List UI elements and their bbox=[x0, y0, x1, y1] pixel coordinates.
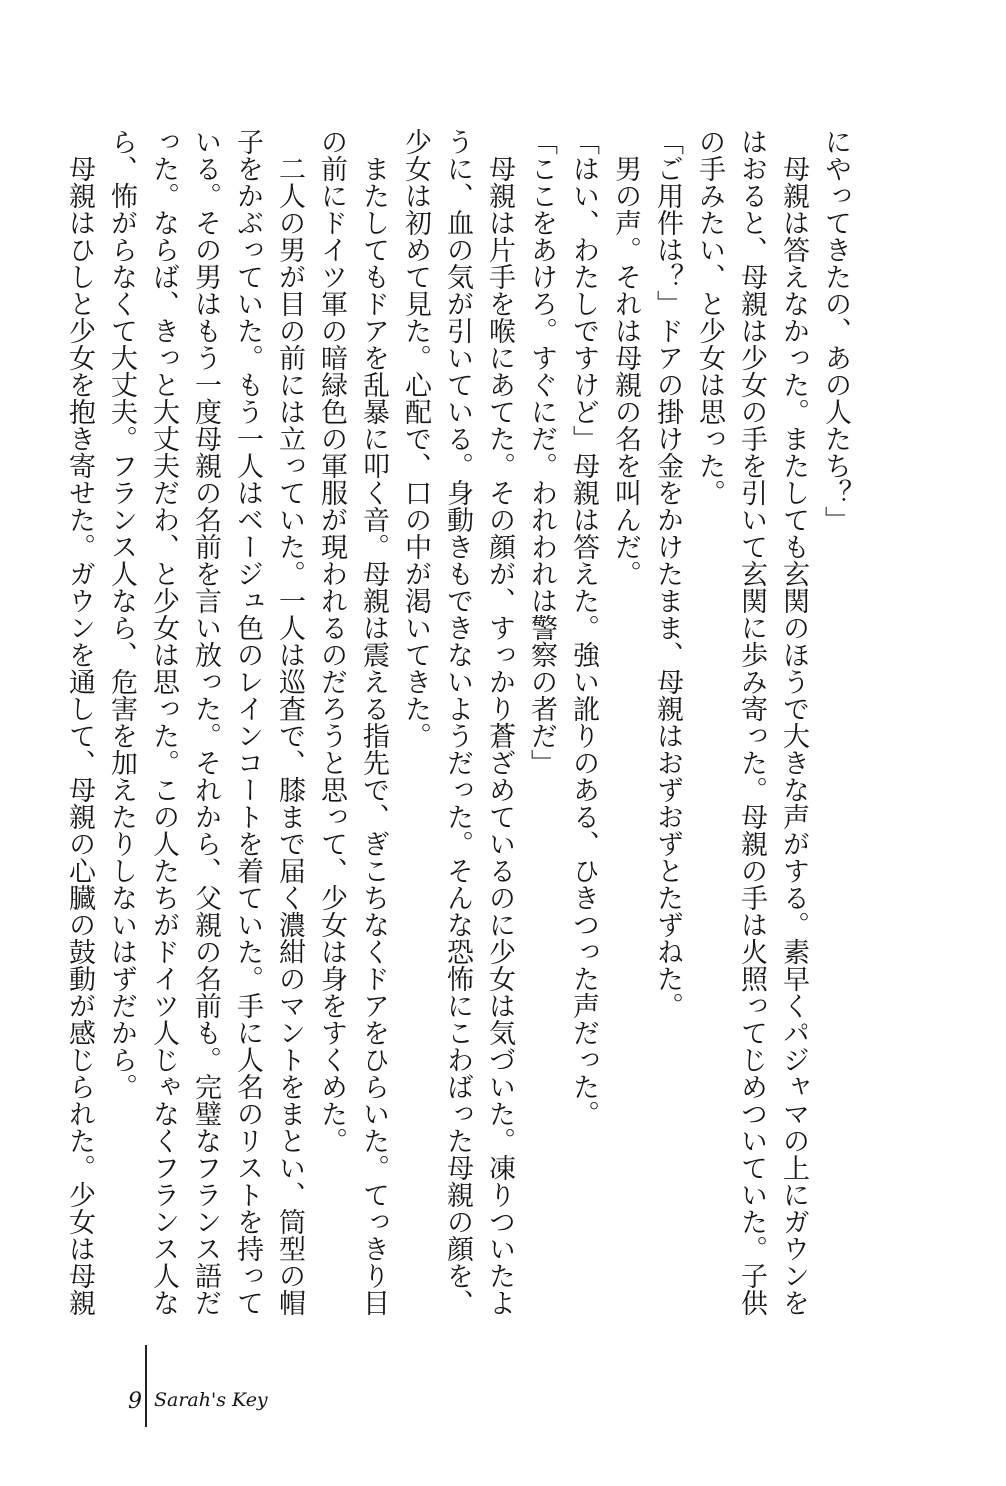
text-column: の前にドイツ軍の暗緑色の軍服が現われるのだろうと思って、少女は身をすくめた。 bbox=[316, 128, 347, 1154]
text-column: 母親は片手を喉にあてた。その顔が、すっかり蒼ざめているのに少女は気づいた。凍りついたよ bbox=[484, 128, 515, 1316]
text-column: 母親は答えなかった。またしても玄関のほうで大きな声がする。素早くパジャマの上にガウンを bbox=[778, 128, 809, 1316]
text-column: 男の声。それは母親の名を叫んだ。 bbox=[610, 128, 641, 587]
page-number: 9 bbox=[128, 1389, 142, 1414]
text-column: 子をかぶっていた。もう一人はベージュ色のレインコートを着ていた。手に人名のリストを持って bbox=[232, 128, 263, 1316]
text-column: またしてもドアを乱暴に叩く音。母親は震える指先で、ぎこちなくドアをひらいた。てっきり目 bbox=[358, 128, 389, 1316]
text-column: にやってきたの、あの人たち？」 bbox=[820, 128, 851, 533]
text-column: 少女は初めて見た。心配で、口の中が渇いてきた。 bbox=[400, 128, 431, 749]
text-column: の手みたい、と少女は思った。 bbox=[694, 128, 725, 506]
text-column: はおると、母親は少女の手を引いて玄関に歩み寄った。母親の手は火照ってじめついていた。子供 bbox=[736, 128, 767, 1316]
text-column: ら、怖がらなくて大丈夫。フランス人なら、危害を加えたりしないはずだから。 bbox=[106, 128, 137, 1100]
text-column: った。ならば、きっと大丈夫だわ、と少女は思った。この人たちがドイツ人じゃなくフランス人な bbox=[148, 128, 179, 1316]
text-column: うに、血の気が引いている。身動きもできないようだった。そんな恐怖にこわばった母親の顔を、 bbox=[442, 128, 473, 1316]
text-column: 母親はひしと少女を抱き寄せた。ガウンを通して、母親の心臓の鼓動が感じられた。少女は母親 bbox=[64, 128, 95, 1316]
text-column: 「ご用件は？」ドアの掛け金をかけたまま、母親はおずおずとたずねた。 bbox=[652, 128, 683, 1019]
footer-divider bbox=[145, 1345, 147, 1427]
text-column: 二人の男が目の前には立っていた。一人は巡査で、膝まで届く濃紺のマントをまとい、筒型の帽 bbox=[274, 128, 305, 1316]
running-title: Sarah's Key bbox=[154, 1389, 268, 1411]
text-column: いる。その男はもう一度母親の名前を言い放った。それから、父親の名前も。完璧なフランス語だ bbox=[190, 128, 221, 1316]
text-column: 「はい、わたしですけど」母親は答えた。強い訛りのある、ひきつった声だった。 bbox=[568, 128, 599, 1127]
text-column: 「ここをあけろ。すぐにだ。われわれは警察の者だ」 bbox=[526, 128, 557, 776]
body-text bbox=[64, 128, 856, 1316]
